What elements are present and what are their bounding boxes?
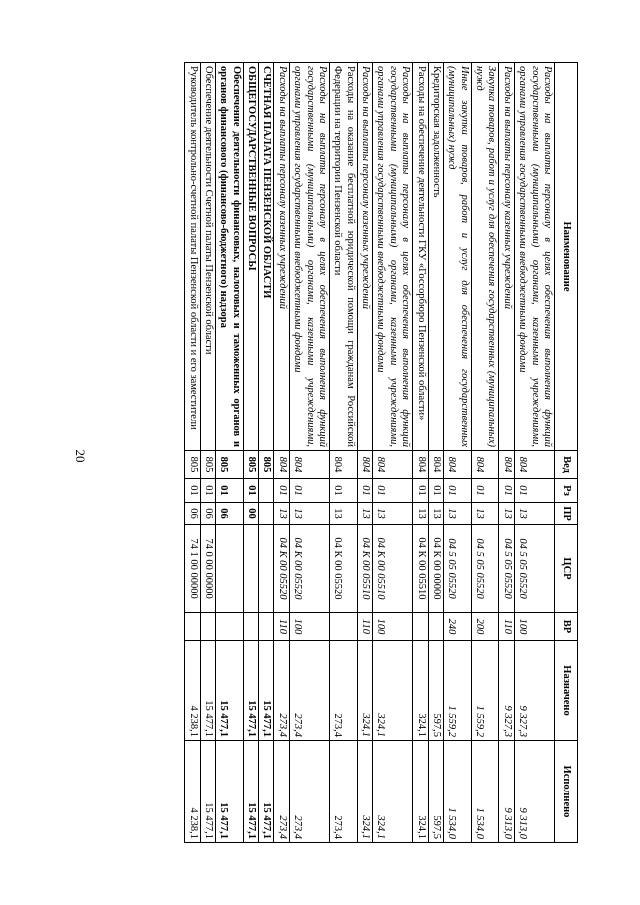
cell-csr: 04 К 00 05520 [274,525,289,613]
cell-vr: 100 [373,613,413,641]
cell-naznacheno: 273,4 [289,641,329,741]
cell-vr [185,613,200,641]
cell-naznacheno: 15 477,1 [216,641,244,741]
cell-naznacheno: 15 477,1 [200,641,215,741]
cell-pr: 13 [357,503,372,525]
cell-ved: 804 [428,451,443,479]
cell-ispolneno: 4 238,1 [185,741,200,843]
cell-naznacheno: 273,4 [274,641,289,741]
table-row [444,63,472,843]
header-vr: ВР [555,613,578,641]
header-csr: ЦСР [555,525,578,613]
cell-ispolneno: 9 313,0 [514,741,554,843]
cell-name: Обеспечение деятельности финансовых, налоговых и таможенных органов и органов финансового (финансово-бюджетного) надзора [216,63,244,451]
cell-ispolneno: 324,1 [413,741,428,843]
cell-name: Расходы на выплаты персоналу казенных учреждений [274,63,289,451]
cell-name: Иные закупки товаров, работ и услуг для обеспечения государственных (муниципальных) нужд [444,63,472,451]
cell-pr: 13 [471,503,499,525]
cell-ved: 804 [274,451,289,479]
cell-ispolneno: 324,1 [373,741,413,843]
cell-rz: 01 [330,479,358,503]
cell-rz: 01 [471,479,499,503]
cell-ved: 804 [471,451,499,479]
cell-csr: 04 5 05 05520 [444,525,472,613]
cell-name: Обеспечение деятельности Счетной палаты Пензенской области [200,63,215,451]
cell-ispolneno: 273,4 [330,741,358,843]
cell-pr: 13 [428,503,443,525]
table-row [185,63,200,843]
cell-pr: 13 [444,503,472,525]
table-row [428,63,443,843]
cell-rz: 01 [274,479,289,503]
table-row [274,63,289,843]
table-row [259,63,274,843]
cell-name: Расходы на выплаты персоналу в целях обеспечения выполнения функций государственными (муниципальными) органами, казенными учреждениями, органами управления государственными внебюджетными фондами [514,63,554,451]
cell-vr [259,613,274,641]
cell-ved: 804 [499,451,514,479]
cell-name: СЧЕТНАЯ ПАЛАТА ПЕНЗЕНСКОЙ ОБЛАСТИ [259,63,274,451]
cell-ispolneno: 324,1 [357,741,372,843]
cell-name: Расходы на обеспечение деятельности ГКУ «Госсорбюро Пензенской области» [413,63,428,451]
cell-csr: 04 К 00 05510 [373,525,413,613]
cell-naznacheno: 324,1 [357,641,372,741]
cell-naznacheno: 1 559,2 [471,641,499,741]
header-pr: ПР [555,503,578,525]
table-row [373,63,413,843]
cell-csr: 04 5 05 05520 [514,525,554,613]
header-rz: Рз [555,479,578,503]
cell-name: Руководитель контрольно-счетной палаты Пензенской области и его заместители [185,63,200,451]
cell-pr: 13 [330,503,358,525]
cell-ispolneno: 597,5 [428,741,443,843]
cell-rz: 01 [444,479,472,503]
header-naznacheno: Назначено [555,641,578,741]
cell-ispolneno: 1 534,0 [444,741,472,843]
table-row [413,63,428,843]
cell-name: Расходы на оказание бесплатной юридической помощи гражданам Российской Федерации на территории Пензенской области [330,63,358,451]
cell-naznacheno: 1 559,2 [444,641,472,741]
cell-vr [428,613,443,641]
table-row [289,63,329,843]
table-row [200,63,215,843]
cell-ved: 805 [259,451,274,479]
cell-vr [200,613,215,641]
table-body [185,63,555,843]
cell-ispolneno: 273,4 [274,741,289,843]
cell-ispolneno: 15 477,1 [200,741,215,843]
cell-vr: 110 [499,613,514,641]
cell-vr [330,613,358,641]
cell-ispolneno: 1 534,0 [471,741,499,843]
table-row [499,63,514,843]
cell-pr: 00 [243,503,258,525]
cell-name: Расходы на выплаты персоналу в целях обеспечения выполнения функций государственными (муниципальными) органами, казенными учреждениями, органами управления государственными внебюджетными фондами [373,63,413,451]
cell-csr: 04 К 00 05520 [289,525,329,613]
cell-ved: 805 [216,451,244,479]
cell-rz: 01 [428,479,443,503]
cell-ispolneno: 15 477,1 [216,741,244,843]
cell-name: ОБЩЕГОСУДАРСТВЕННЫЕ ВОПРОСЫ [243,63,258,451]
cell-ispolneno: 9 313,0 [499,741,514,843]
cell-rz: 01 [357,479,372,503]
table-row [216,63,244,843]
cell-naznacheno: 9 327,3 [499,641,514,741]
cell-naznacheno: 273,4 [330,641,358,741]
cell-ved: 804 [413,451,428,479]
cell-ved: 804 [514,451,554,479]
cell-pr [259,503,274,525]
table-row [471,63,499,843]
header-ved: Вед [555,451,578,479]
cell-pr: 06 [200,503,215,525]
cell-csr: 74 1 00 00000 [185,525,200,613]
cell-csr: 04 5 05 05520 [499,525,514,613]
cell-vr: 240 [444,613,472,641]
cell-pr: 13 [499,503,514,525]
cell-vr: 110 [357,613,372,641]
page-number: 20 [73,449,88,463]
cell-rz: 01 [514,479,554,503]
cell-ved: 804 [444,451,472,479]
cell-ved: 805 [243,451,258,479]
cell-naznacheno: 4 238,1 [185,641,200,741]
cell-csr: 74 0 00 00000 [200,525,215,613]
header-name: Наименование [555,63,578,451]
cell-csr [216,525,244,613]
cell-name: Расходы на выплаты персоналу казенных учреждений [499,63,514,451]
cell-ispolneno: 273,4 [289,741,329,843]
cell-csr [243,525,258,613]
cell-ved: 805 [185,451,200,479]
cell-rz: 01 [243,479,258,503]
cell-csr: 04 К 00 05510 [357,525,372,613]
cell-naznacheno: 15 477,1 [243,641,258,741]
cell-naznacheno: 324,1 [373,641,413,741]
cell-rz: 01 [373,479,413,503]
cell-vr [243,613,258,641]
cell-pr: 13 [274,503,289,525]
cell-vr: 200 [471,613,499,641]
cell-pr: 06 [216,503,244,525]
cell-rz: 01 [289,479,329,503]
cell-vr: 110 [274,613,289,641]
cell-rz: 01 [413,479,428,503]
cell-vr [216,613,244,641]
cell-naznacheno: 597,5 [428,641,443,741]
cell-pr: 06 [185,503,200,525]
cell-naznacheno: 324,1 [413,641,428,741]
table-row [330,63,358,843]
cell-pr: 13 [373,503,413,525]
cell-ispolneno: 15 477,1 [243,741,258,843]
budget-table-container [102,62,578,842]
cell-ved: 804 [373,451,413,479]
table-row [243,63,258,843]
cell-ved: 805 [200,451,215,479]
cell-name: Расходы на выплаты персоналу казенных учреждений [357,63,372,451]
cell-csr [259,525,274,613]
cell-ved: 804 [357,451,372,479]
table-row [514,63,554,843]
cell-vr: 100 [514,613,554,641]
cell-ved: 804 [289,451,329,479]
cell-name: Закупка товаров, работ и услуг для обеспечения государственных (муниципальных) нужд [471,63,499,451]
cell-pr: 13 [413,503,428,525]
table-row [357,63,372,843]
cell-rz: 01 [200,479,215,503]
cell-naznacheno: 9 327,3 [514,641,554,741]
cell-ispolneno: 15 477,1 [259,741,274,843]
table-header-row [555,63,578,843]
budget-table [184,62,578,843]
cell-rz: 01 [216,479,244,503]
cell-name: Кредиторская задолженность [428,63,443,451]
cell-vr: 100 [289,613,329,641]
cell-rz: 01 [185,479,200,503]
cell-csr: 04 К 00 00000 [428,525,443,613]
cell-rz [259,479,274,503]
cell-pr: 13 [289,503,329,525]
cell-rz: 01 [499,479,514,503]
cell-csr: 04 К 00 05510 [413,525,428,613]
header-ispolneno: Исполнено [555,741,578,843]
cell-csr: 04 К 00 05520 [330,525,358,613]
cell-naznacheno: 15 477,1 [259,641,274,741]
cell-vr [413,613,428,641]
cell-csr: 04 5 05 05520 [471,525,499,613]
cell-name: Расходы на выплаты персоналу в целях обеспечения выполнения функций государственными (муниципальными) органами, казенными учреждениями, органами управления государственными внебюджетными фондами [289,63,329,451]
cell-pr: 13 [514,503,554,525]
cell-ved: 804 [330,451,358,479]
